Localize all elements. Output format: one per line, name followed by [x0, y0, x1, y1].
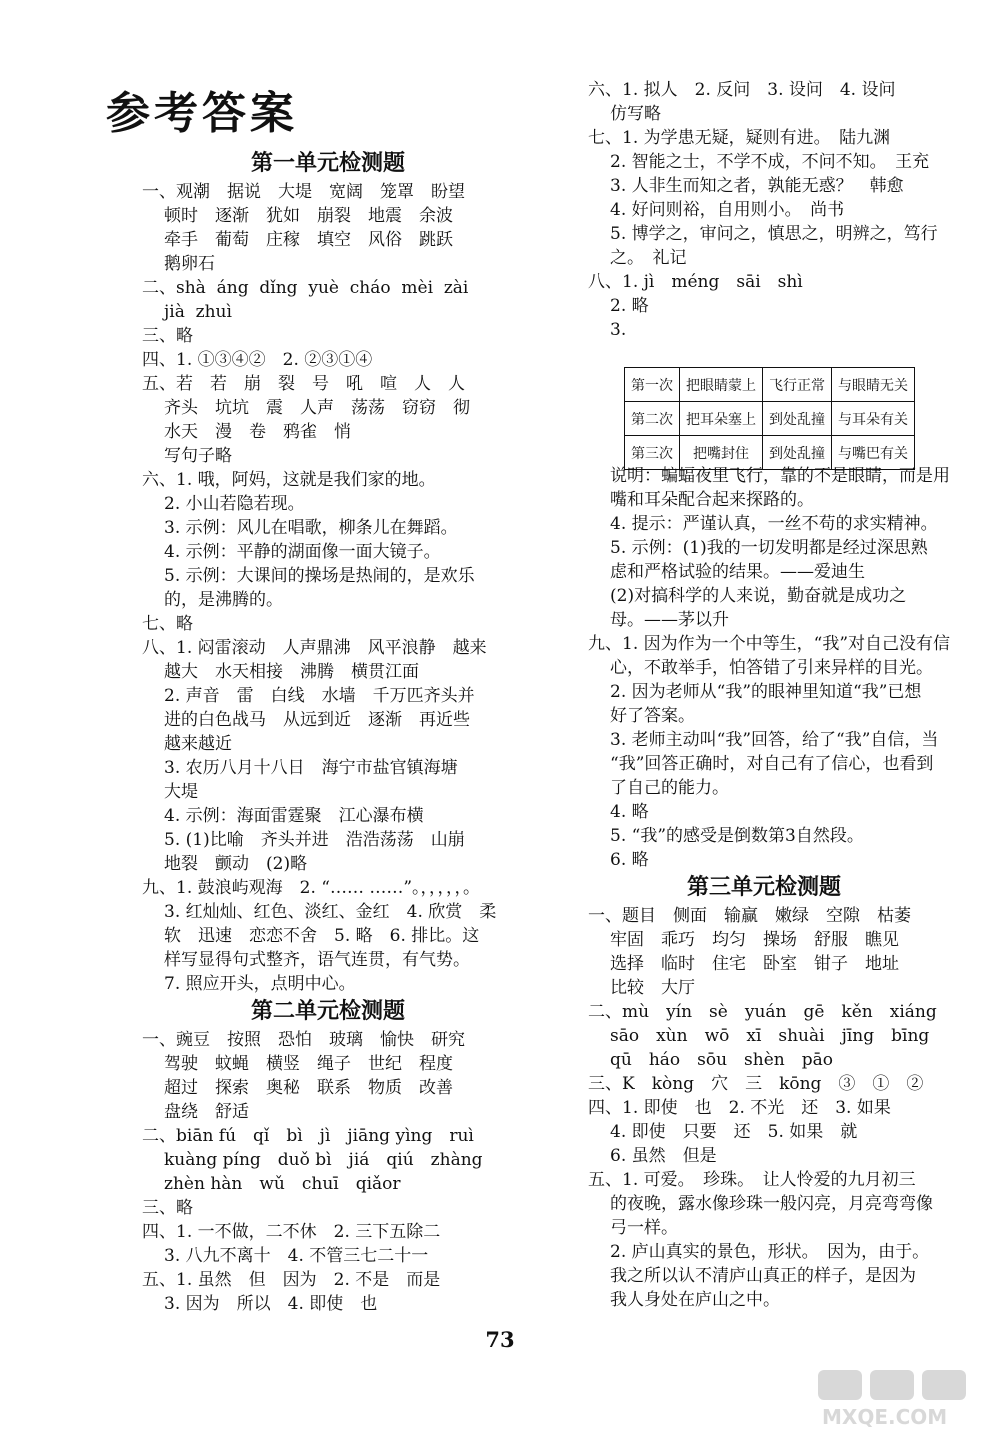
page-title: 参考答案: [106, 88, 298, 139]
answer-line: 母。——茅以升: [610, 610, 729, 630]
answer-line: 5. (1)比喻 齐头并进 浩浩荡荡 山崩: [164, 830, 465, 850]
page-number: 73: [485, 1327, 515, 1352]
table-row: [625, 368, 915, 402]
answer-line: 样写显得句式整齐，语气连贯，有气势。: [164, 950, 470, 970]
section-heading: 第二单元检测题: [250, 999, 405, 1024]
answer-line: 驾驶 蚊蝇 横竖 绳子 世纪 程度: [164, 1054, 453, 1074]
bat-experiment-table: [624, 367, 915, 470]
answer-line: 3. 因为 所以 4. 即使 也: [164, 1294, 378, 1314]
table-cell: 与嘴巴有关: [832, 436, 915, 470]
answer-line: jià zhuì: [164, 302, 232, 322]
answer-line: 七、略: [142, 614, 193, 634]
table-cell: 第二次: [625, 402, 680, 436]
answer-line: 地裂 颤动 (2)略: [164, 854, 308, 874]
table-cell: 第三次: [625, 436, 680, 470]
answer-line: kuàng píng duǒ bì jiá qiú zhàng: [164, 1150, 483, 1170]
answer-line: 四、1. 一不做，二不休 2. 三下五除二: [142, 1222, 441, 1242]
answer-line: 盘绕 舒适: [164, 1102, 249, 1122]
answer-line: 八、1. 闷雷滚动 人声鼎沸 风平浪静 越来: [142, 638, 487, 658]
answer-line: 六、1. 哦，阿妈，这就是我们家的地。: [142, 470, 436, 490]
answer-line: 2. 略: [610, 296, 649, 316]
table-cell: 到处乱撞: [763, 402, 832, 436]
answer-line: 牢固 乖巧 均匀 操场 舒服 瞧见: [610, 930, 899, 950]
table-cell: 第一次: [625, 368, 680, 402]
answer-line: 5. 博学之，审问之，慎思之，明辨之，笃行: [610, 224, 938, 244]
answer-line: 越大 水天相接 沸腾 横贯江面: [164, 662, 419, 682]
answer-line: 超过 探索 奥秘 联系 物质 改善: [164, 1078, 453, 1098]
answer-line: 我人身处在庐山之中。: [610, 1290, 780, 1310]
answer-line: 嘴和耳朵配合起来探路的。: [610, 490, 814, 510]
answer-line: 一、题目 侧面 输赢 嫩绿 空隙 枯萎: [588, 906, 911, 926]
answer-line: 3. 人非生而知之者，孰能无惑？ 韩愈: [610, 176, 904, 196]
answer-line: 3. 示例：风儿在唱歌，柳条儿在舞蹈。: [164, 518, 458, 538]
answer-line: 说明：蝙蝠夜里飞行，靠的不是眼睛，而是用: [610, 466, 950, 486]
answer-line: “我”回答正确时，对自己有了信心，也看到: [610, 754, 934, 774]
answer-line: 3. 农历八月十八日 海宁市盐官镇海塘: [164, 758, 458, 778]
answer-line: 4. 提示：严谨认真，一丝不苟的求实精神。: [610, 514, 938, 534]
answer-line: 六、1. 拟人 2. 反问 3. 设问 4. 设问: [588, 80, 896, 100]
table-cell: 与耳朵有关: [832, 402, 915, 436]
answer-line: 3.: [610, 320, 627, 340]
answer-line: 水天 漫 卷 鸦雀 悄: [164, 422, 351, 442]
answer-line: 进的白色战马 从远到近 逐渐 再近些: [164, 710, 470, 730]
table-cell: 把嘴封住: [680, 436, 763, 470]
answer-line: 我之所以认不清庐山真正的样子，是因为: [610, 1266, 916, 1286]
table-cell: 到处乱撞: [763, 436, 832, 470]
answer-line: 弓一样。: [610, 1218, 678, 1238]
answer-line: 大堤: [164, 782, 198, 802]
answer-line: 好了答案。: [610, 706, 695, 726]
section-heading: 第一单元检测题: [250, 151, 405, 176]
watermark-text: MXQE.COM: [822, 1405, 948, 1428]
answer-line: 三、K kòng 穴 三 kōng ③ ① ②: [588, 1074, 924, 1094]
answer-line: 2. 声音 雷 白线 水墙 千万匹齐头并: [164, 686, 475, 706]
answer-line: 6. 略: [610, 850, 649, 870]
answer-line: 四、1. 即使 也 2. 不光 还 3. 如果: [588, 1098, 891, 1118]
answer-line: 4. 略: [610, 802, 649, 822]
answer-line: 虑和严格试验的结果。——爱迪生: [610, 562, 865, 582]
watermark-logo: [814, 1368, 990, 1428]
answer-line: 3. 八九不离十 4. 不管三七二十一: [164, 1246, 429, 1266]
answer-line: 二、shà áng dǐng yuè cháo mèi zài: [142, 278, 469, 298]
answer-line: 三、略: [142, 1198, 193, 1218]
answer-line: 一、豌豆 按照 恐怕 玻璃 愉快 研究: [142, 1030, 465, 1050]
answer-line: 五、1. 可爱。 珍珠。 让人怜爱的九月初三: [588, 1170, 916, 1190]
answer-line: qū háo sōu shèn pāo: [610, 1050, 833, 1070]
answer-line: sāo xùn wō xī shuài jīng bīng: [610, 1026, 930, 1046]
answer-line: 越来越近: [164, 734, 232, 754]
answer-line: 四、1. ①③④② 2. ②③①④: [142, 350, 373, 370]
answer-line: 九、1. 因为作为一个中等生，“我”对自己没有信: [588, 634, 951, 654]
answer-line: 五、若 若 崩 裂 号 吼 喧 人 人: [142, 374, 465, 394]
table-row: [625, 436, 915, 470]
answer-line: 比较 大厅: [610, 978, 695, 998]
answer-line: 2. 智能之士，不学不成，不问不知。 王充: [610, 152, 930, 172]
answer-line: 之。 礼记: [610, 248, 687, 268]
answer-line: 二、mù yín sè yuán gē kěn xiáng: [588, 1002, 937, 1022]
answer-line: (2)对搞科学的人来说，勤奋就是成功之: [610, 586, 907, 606]
answer-line: 鹅卵石: [164, 254, 215, 274]
table-cell: 把耳朵塞上: [680, 402, 763, 436]
answer-line: 二、biān fú qǐ bì jì jiāng yìng ruì: [142, 1126, 474, 1146]
section-heading: 第三单元检测题: [686, 875, 841, 900]
answer-line: 2. 小山若隐若现。: [164, 494, 305, 514]
table-row: [625, 402, 915, 436]
table-cell: 飞行正常: [763, 368, 832, 402]
answer-line: 顿时 逐渐 犹如 崩裂 地震 余波: [164, 206, 453, 226]
answer-line: 了自己的能力。: [610, 778, 729, 798]
answer-line: 齐头 坑坑 震 人声 荡荡 窃窃 彻: [164, 398, 470, 418]
table-cell: 把眼睛蒙上: [680, 368, 763, 402]
answer-line: 7. 照应开头，点明中心。: [164, 974, 356, 994]
answer-line: zhèn hàn wǔ chuī qiǎor: [164, 1174, 401, 1194]
answer-line: 软 迅速 恋恋不舍 5. 略 6. 排比。这: [164, 926, 480, 946]
answer-line: 5. 示例：大课间的操场是热闹的，是欢乐: [164, 566, 475, 586]
table-cell: 与眼睛无关: [832, 368, 915, 402]
answer-line: 3. 老师主动叫“我”回答，给了“我”自信，当: [610, 730, 939, 750]
answer-line: 七、1. 为学患无疑，疑则有进。 陆九渊: [588, 128, 891, 148]
answer-line: 的，是沸腾的。: [164, 590, 283, 610]
answer-line: 4. 示例：平静的湖面像一面大镜子。: [164, 542, 441, 562]
answer-line: 4. 示例：海面雷霆聚 江心瀑布横: [164, 806, 424, 826]
answer-line: 一、观潮 据说 大堤 宽阔 笼罩 盼望: [142, 182, 465, 202]
answer-line: 的夜晚，露水像珍珠一般闪亮，月亮弯弯像: [610, 1194, 933, 1214]
answer-line: 4. 好问则裕，自用则小。 尚书: [610, 200, 845, 220]
answer-line: 3. 红灿灿、红色、淡红、金红 4. 欣赏 柔: [164, 902, 497, 922]
answer-line: 三、略: [142, 326, 193, 346]
answer-line: 仿写略: [610, 104, 661, 124]
answer-line: 九、1. 鼓浪屿观海 2. “…… ……”。，，，，，。: [142, 878, 481, 898]
answer-line: 五、1. 虽然 但 因为 2. 不是 而是: [142, 1270, 441, 1290]
answer-line: 2. 庐山真实的景色，形状。 因为，由于。: [610, 1242, 930, 1262]
answer-line: 2. 因为老师从“我”的眼神里知道“我”已想: [610, 682, 922, 702]
answer-line: 5. “我”的感受是倒数第3自然段。: [610, 826, 864, 846]
answer-line: 写句子略: [164, 446, 232, 466]
answer-line: 4. 即使 只要 还 5. 如果 就: [610, 1122, 858, 1142]
answer-line: 6. 虽然 但是: [610, 1146, 717, 1166]
answer-line: 牵手 葡萄 庄稼 填空 风俗 跳跃: [164, 230, 453, 250]
answer-line: 八、1. jì méng sāi shì: [588, 272, 803, 292]
answer-line: 选择 临时 住宅 卧室 钳子 地址: [610, 954, 899, 974]
answer-line: 心，不敢举手，怕答错了引来异样的目光。: [610, 658, 933, 678]
answer-line: 5. 示例：(1)我的一切发明都是经过深思熟: [610, 538, 928, 558]
